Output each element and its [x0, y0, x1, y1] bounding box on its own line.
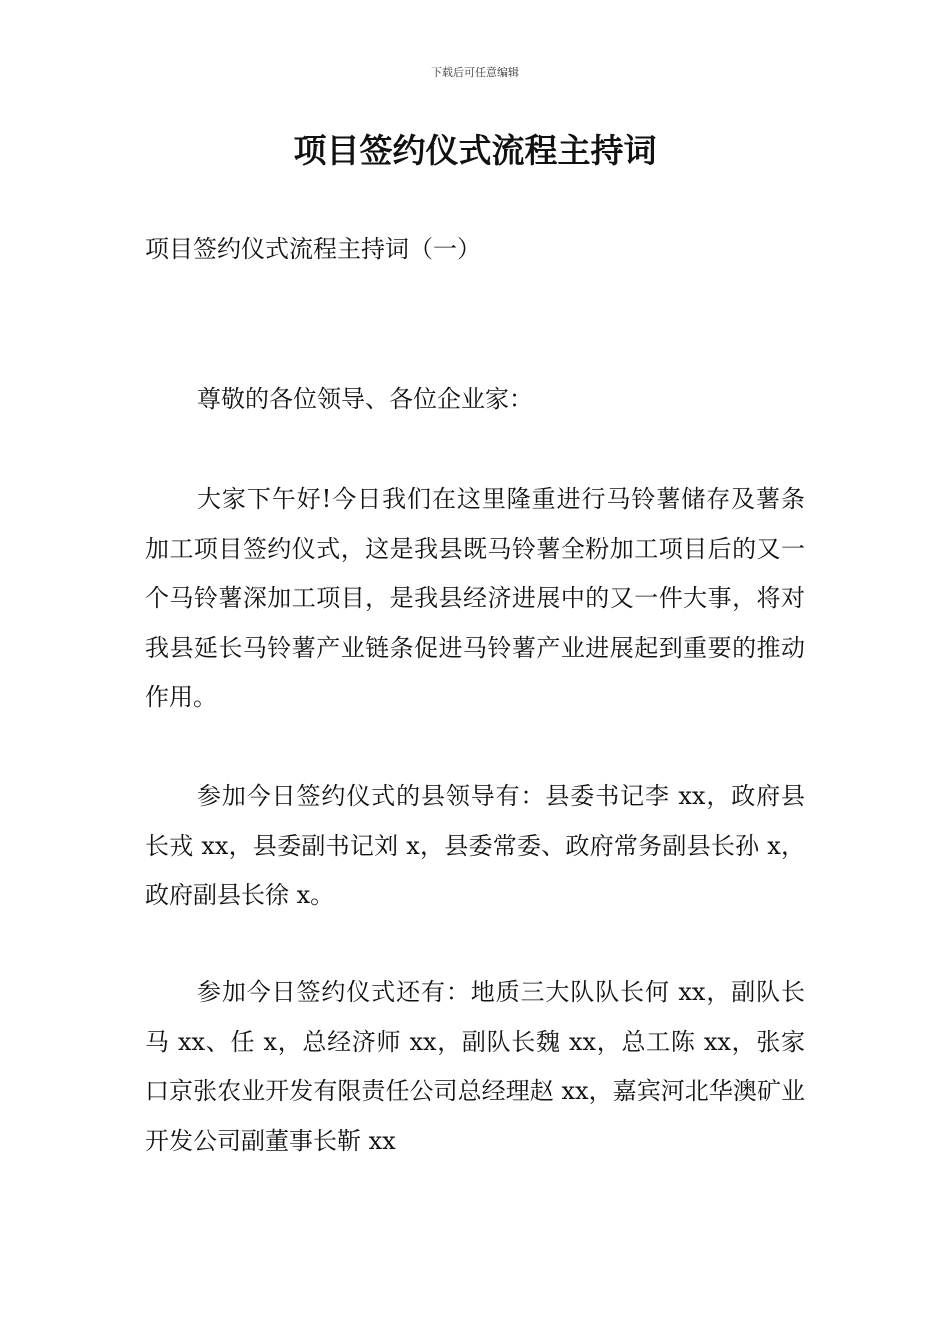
greeting-paragraph: 尊敬的各位领导、各位企业家： — [197, 385, 533, 413]
document-title: 项目签约仪式流程主持词 — [293, 131, 657, 170]
opening-paragraph: 大家下午好!今日我们在这里隆重进行马铃薯储存及薯条加工项目签约仪式，这是我县既马铃薯全粉加工项目后的又一个马铃薯深加工项目，是我县经济进展中的又一件大事，将对我县延长马铃薯产业链条促进马铃薯产业进展起到重要的推动作用。 — [145, 485, 805, 711]
document-subtitle: 项目签约仪式流程主持词（一） — [145, 235, 481, 263]
county-leaders-paragraph: 参加今日签约仪式的县领导有：县委书记李 xx，政府县长戎 xx，县委副书记刘 x，县委常委、政府常务副县长孙 x，政府副县长徐 x。 — [145, 782, 805, 909]
other-attendees-paragraph: 参加今日签约仪式还有：地质三大队队长何 xx，副队长马 xx、任 x，总经济师 xx，副队长魏 xx，总工陈 xx，张家口京张农业开发有限责任公司总经理赵 xx，嘉宾河北华澳矿业开发公司副董事长靳 xx — [145, 978, 805, 1155]
header-note: 下载后可任意编辑 — [431, 66, 519, 79]
